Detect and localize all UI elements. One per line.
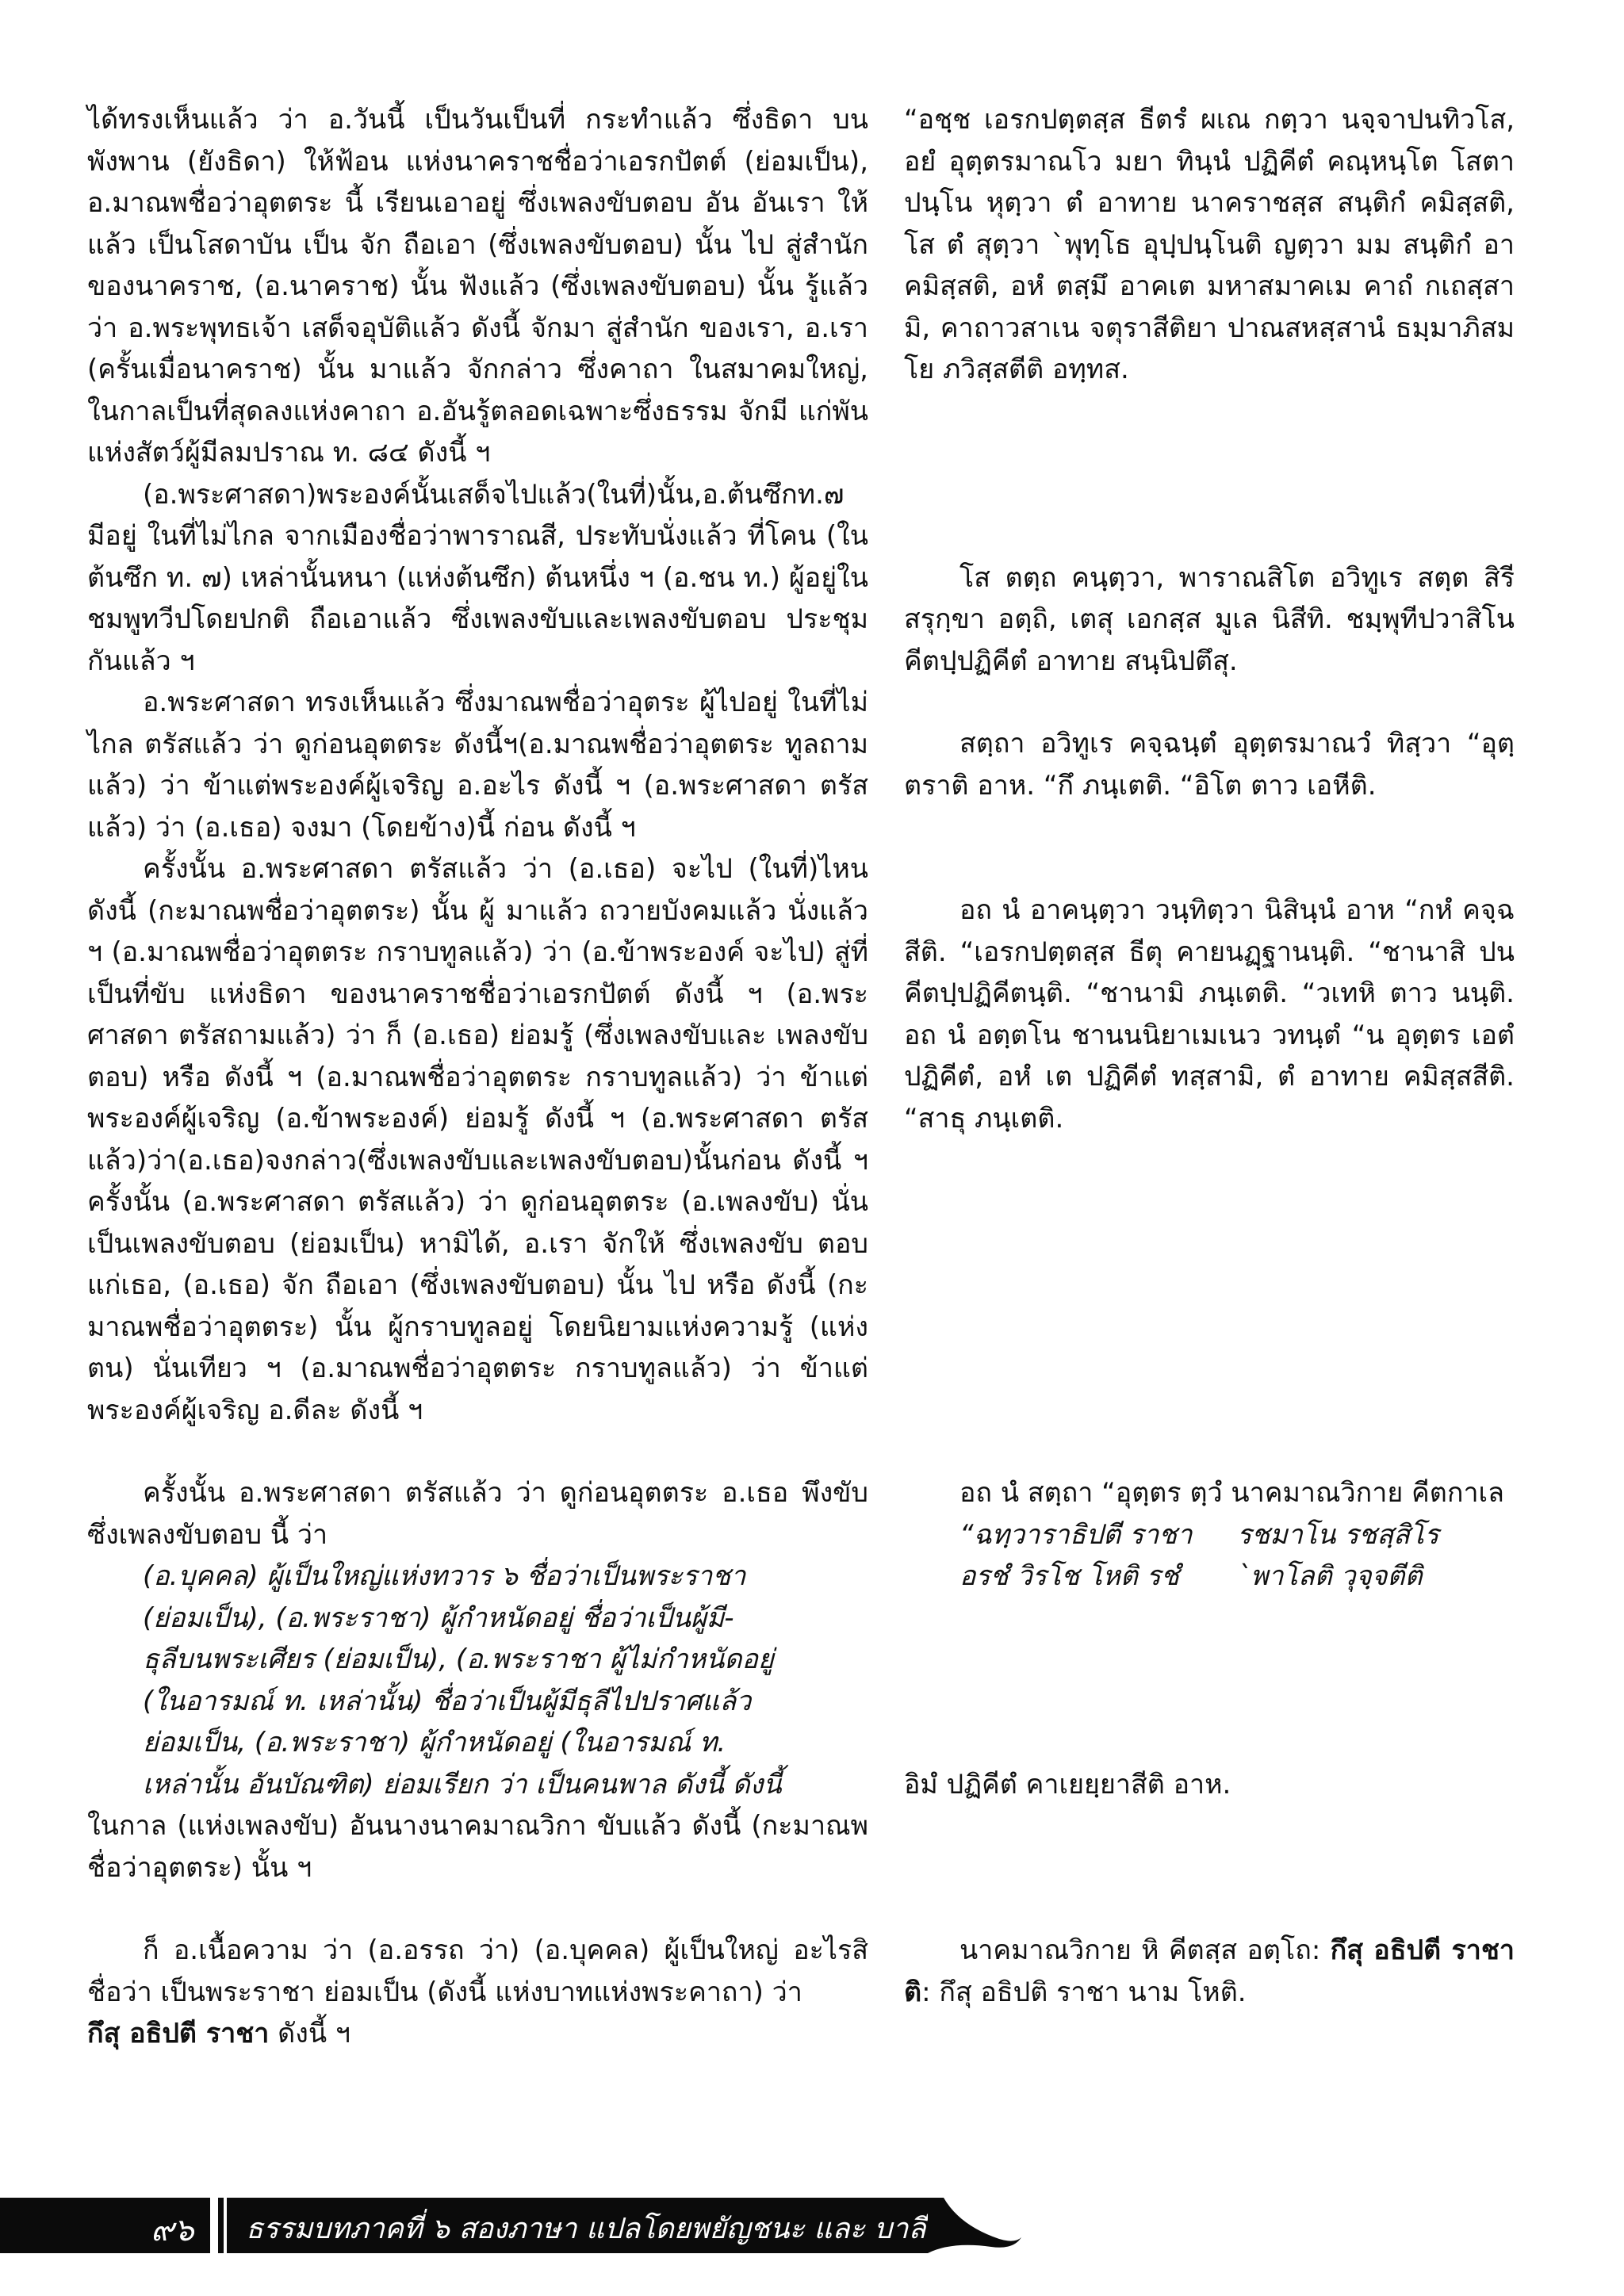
pali-paragraph: อถ นํ อาคนฺตฺวา วนฺทิตฺวา นิสินฺนํ อาห “กหํ คจฺฉสีติ. “เอรกปตฺตสฺส ธีตุ คายนฏฺฐานนฺติ. “ชานาสิ ปน คีตปฺปฏิคีตนฺติ. “ชานามิ ภนฺเตติ. “วเทหิ ตาว นนฺติ. อถ นํ อตฺตโน ชานนนิยาเมเนว วทนฺตํ “น อุตฺตร เอตํ ปฏิคีตํ, อหํ เต ปฏิคีตํ ทสฺสามิ, ตํ อาทาย คมิสฺสสีติ. “สาธุ ภนฺเตติ. xyxy=(904,894,1515,1135)
ornament-icon xyxy=(928,2198,1023,2253)
thai-column xyxy=(87,682,868,848)
book-title: ธรรมบทภาคที่ ๖ สองภาษา แปลโดยพยัญชนะ และ บาลี xyxy=(246,2213,926,2245)
pali-verse-line: อรชํ วิรโช โหติ รชํ xyxy=(959,1560,1179,1592)
verse-line: เหล่านั้น อันบัณฑิต) ย่อมเรียก ว่า เป็นคนพาล ดังนี้ ดังนี้ xyxy=(143,1768,782,1800)
verse-line: ย่อมเป็น, (อ.พระราชา) ผู้กำหนัดอยู่ (ในอารมณ์ ท. xyxy=(143,1727,726,1758)
thai-column xyxy=(87,1472,868,1888)
pali-paragraph xyxy=(904,1930,1515,2013)
pali-keyword: กึสุ อธิปตี ราชา xyxy=(87,2018,270,2049)
pali-column xyxy=(904,1472,1515,1805)
pali-verse-line: รชมาโน รชสฺสิโร xyxy=(1237,1518,1439,1551)
verse-line: ธุลีบนพระเศียร (ย่อมเป็น), (อ.พระราชา ผู้ไม่กำหนัดอยู่ xyxy=(143,1644,774,1675)
pali-verse xyxy=(904,1514,1515,1598)
pali-paragraph: อถ นํ สตฺถา “อุตฺตร ตฺวํ นาคมาณวิกาย คีตกาเล xyxy=(959,1477,1505,1509)
page-footer xyxy=(0,2198,1624,2253)
pali-column xyxy=(904,1930,1515,2013)
pali-paragraph: อิมํ ปฏิคีตํ คาเยยฺยาสีติ อาห. xyxy=(904,1768,1231,1800)
pali-column xyxy=(904,474,1515,683)
thai-verse xyxy=(87,1556,868,1805)
paragraph-pair xyxy=(87,848,1515,1431)
paragraph-pair xyxy=(87,682,1515,848)
footer-divider xyxy=(224,2198,227,2253)
spacer xyxy=(904,1598,1515,1764)
pali-keyword: กึสุ อธิปตี ราชาติ xyxy=(904,1934,1515,2008)
thai-paragraph: ครั้งนั้น อ.พระศาสดา ตรัสแล้ว ว่า ดูก่อนอุตตระ อ.เธอ พึงขับ ซึ่งเพลงขับตอบ นี้ ว่า xyxy=(87,1477,868,1551)
footer-bar xyxy=(0,2198,928,2253)
pali-paragraph: สตฺถา อวิทูเร คจฺฉนฺตํ อุตฺตรมาณวํ ทิสฺวา “อุตฺตราติ อาห. “กึ ภนฺเตติ. “อิโต ตาว เอหีติ. xyxy=(904,728,1515,802)
pali-paragraph: “อชฺช เอรกปตฺตสฺส ธีตรํ ผเณ กตฺวา นจฺจาปนทิวโส, อยํ อุตฺตรมาณโว มยา ทินฺนํ ปฏิคีตํ คณฺหนฺโต โสตาปนฺโน หุตฺวา ตํ อาทาย นาคราชสฺส สนฺติกํ คมิสฺสติ, โส ตํ สุตฺวา `พุทฺโธ อุปฺปนฺโนติ ญตฺวา มม สนฺติกํ อาคมิสฺสติ, อหํ ตสฺมึ อาคเต มหาสมาคเม คาถํ กเถสฺสามิ, คาถาวสาเน จตุราสีติยา ปาณสหสฺสานํ ธมฺมาภิสมโย ภวิสฺสตีติ อทฺทส. xyxy=(904,104,1515,385)
page-number: ๙๖ xyxy=(151,2212,194,2248)
pali-verse-line: “ฉทฺวาราธิปตี ราชา xyxy=(959,1518,1193,1551)
verse-line: (ในอารมณ์ ท. เหล่านั้น) ชื่อว่าเป็นผู้มีธุลีไปปราศแล้ว xyxy=(143,1685,752,1717)
paragraph-pair xyxy=(87,474,1515,683)
thai-paragraph: (อ.พระศาสดา)พระองค์นั้นเสด็จไปแล้ว(ในที่)นั้น,อ.ต้นซึกท.๗ มีอยู่ ในที่ไม่ไกล จากเมืองชื่อว่าพาราณสี, ประทับนั่งแล้ว ที่โคน (ในต้นซึก ท. ๗) เหล่านั้นหนา (แห่งต้นซึก) ต้นหนึ่ง ฯ (อ.ชน ท.) ผู้อยู่ในชมพูทวีปโดยปกติ ถือเอาแล้ว ซึ่งเพลงขับและเพลงขับตอบ ประชุมกันแล้ว ฯ xyxy=(87,478,868,677)
thai-paragraph xyxy=(87,1930,868,2055)
thai-column xyxy=(87,848,868,1431)
paragraph-pair xyxy=(87,1930,1515,2055)
thai-column xyxy=(87,1930,868,2055)
footer-divider xyxy=(210,2198,218,2253)
thai-column xyxy=(87,99,868,474)
document-page xyxy=(87,99,1515,2176)
thai-paragraph: ในกาล (แห่งเพลงขับ) อันนางนาคมาณวิกา ขับแล้ว ดังนี้ (กะมาณพชื่อว่าอุตตระ) นั้น ฯ xyxy=(87,1810,868,1884)
pali-text: : กึสุ อธิปติ ราชา นาม โหติ. xyxy=(921,1976,1247,2008)
thai-paragraph: ครั้งนั้น อ.พระศาสดา ตรัสแล้ว ว่า (อ.เธอ) จะไป (ในที่)ไหน ดังนี้ (กะมาณพชื่อว่าอุตตระ) นั้น ผู้ มาแล้ว ถวายบังคมแล้ว นั่งแล้ว ฯ (อ.มาณพชื่อว่าอุตตระ กราบทูลแล้ว) ว่า (อ.ข้าพระองค์ จะไป) สู่ที่เป็นที่ขับ แห่งธิดา ของนาคราชชื่อว่าเอรกปัตต์ ดังนี้ ฯ (อ.พระศาสดา ตรัสถามแล้ว) ว่า ก็ (อ.เธอ) ย่อมรู้ (ซึ่งเพลงขับและ เพลงขับตอบ) หรือ ดังนี้ ฯ (อ.มาณพชื่อว่าอุตตระ กราบทูลแล้ว) ว่า ข้าแต่พระองค์ผู้เจริญ (อ.ข้าพระองค์) ย่อมรู้ ดังนี้ ฯ (อ.พระศาสดา ตรัสแล้ว)ว่า(อ.เธอ)จงกล่าว(ซึ่งเพลงขับและเพลงขับตอบ)นั้นก่อน ดังนี้ ฯ ครั้งนั้น (อ.พระศาสดา ตรัสแล้ว) ว่า ดูก่อนอุตตระ (อ.เพลงขับ) นั่น เป็นเพลงขับตอบ (ย่อมเป็น) หามิได้, อ.เรา จักให้ ซึ่งเพลงขับ ตอบ แก่เธอ, (อ.เธอ) จัก ถือเอา (ซึ่งเพลงขับตอบ) นั้น ไป หรือ ดังนี้ (กะมาณพชื่อว่าอุตตระ) นั้น ผู้กราบทูลอยู่ โดยนิยามแห่งความรู้ (แห่งตน) นั่นเทียว ฯ (อ.มาณพชื่อว่าอุตตระ กราบทูลแล้ว) ว่า ข้าแต่พระองค์ผู้เจริญ อ.ดีละ ดังนี้ ฯ xyxy=(87,853,868,1426)
pali-verse-line: `พาโลติ วุจฺจตีติ xyxy=(1237,1560,1423,1592)
thai-paragraph: อ.พระศาสดา ทรงเห็นแล้ว ซึ่งมาณพชื่อว่าอุตระ ผู้ไปอยู่ ในที่ไม่ไกล ตรัสแล้ว ว่า ดูก่อนอุตตระ ดังนี้ฯ(อ.มาณพชื่อว่าอุตตระ ทูลถามแล้ว) ว่า ข้าแต่พระองค์ผู้เจริญ อ.อะไร ดังนี้ ฯ (อ.พระศาสดา ตรัสแล้ว) ว่า (อ.เธอ) จงมา (โดยข้าง)นี้ ก่อน ดังนี้ ฯ xyxy=(87,687,868,844)
pali-column xyxy=(904,682,1515,806)
pali-column xyxy=(904,99,1515,391)
thai-text: ก็ อ.เนื้อความ ว่า (อ.อรรถ ว่า) (อ.บุคคล) ผู้เป็นใหญ่ อะไรสิ ชื่อว่า เป็นพระราชา ย่อมเป็น (ดังนี้ แห่งบาทแห่งพระคาถา) ว่า xyxy=(87,1934,868,2008)
verse-line: (ย่อมเป็น), (อ.พระราชา) ผู้กำหนัดอยู่ ชื่อว่าเป็นผู้มี- xyxy=(143,1601,734,1634)
paragraph-pair xyxy=(87,99,1515,474)
paragraph-pair xyxy=(87,1472,1515,1888)
thai-paragraph: ได้ทรงเห็นแล้ว ว่า อ.วันนี้ เป็นวันเป็นที่ กระทำแล้ว ซึ่งธิดา บนพังพาน (ยังธิดา) ให้ฟ้อน แห่งนาคราชชื่อว่าเอรกปัตต์ (ย่อมเป็น), อ.มาณพชื่อว่าอุตตระ นี้ เรียนเอาอยู่ ซึ่งเพลงขับตอบ อัน อันเรา ให้แล้ว เป็นโสดาบัน เป็น จัก ถือเอา (ซึ่งเพลงขับตอบ) นั้น ไป สู่สำนัก ของนาคราช, (อ.นาคราช) นั้น ฟังแล้ว (ซึ่งเพลงขับตอบ) นั้น รู้แล้ว ว่า อ.พระพุทธเจ้า เสด็จอุบัติแล้ว ดังนี้ จักมา สู่สำนัก ของเรา, อ.เรา (ครั้นเมื่อนาคราช) นั้น มาแล้ว จักกล่าว ซึ่งคาถา ในสมาคมใหญ่, ในกาลเป็นที่สุดลงแห่งคาถา อ.อันรู้ตลอดเฉพาะซึ่งธรรม จักมี แก่พันแห่งสัตว์ผู้มีลมปราณ ท. ๘๔ ดังนี้ ฯ xyxy=(87,104,868,469)
pali-text: นาคมาณวิกาย หิ คีตสฺส อตฺโถ: xyxy=(959,1934,1331,1966)
thai-column xyxy=(87,474,868,683)
thai-text: ดังนี้ ฯ xyxy=(269,2018,351,2049)
verse-line: (อ.บุคคล) ผู้เป็นใหญ่แห่งทวาร ๖ ชื่อว่าเป็นพระราชา xyxy=(143,1560,746,1592)
pali-column xyxy=(904,848,1515,1139)
pali-paragraph: โส ตตฺถ คนฺตฺวา, พาราณสิโต อวิทูเร สตฺต สิรีสรุกฺขา อตฺถิ, เตสุ เอกสฺส มูเล นิสีทิ. ชมฺพุทีปวาสิโน คีตปฺปฏิคีตํ อาทาย สนฺนิปตึสุ. xyxy=(904,561,1515,677)
